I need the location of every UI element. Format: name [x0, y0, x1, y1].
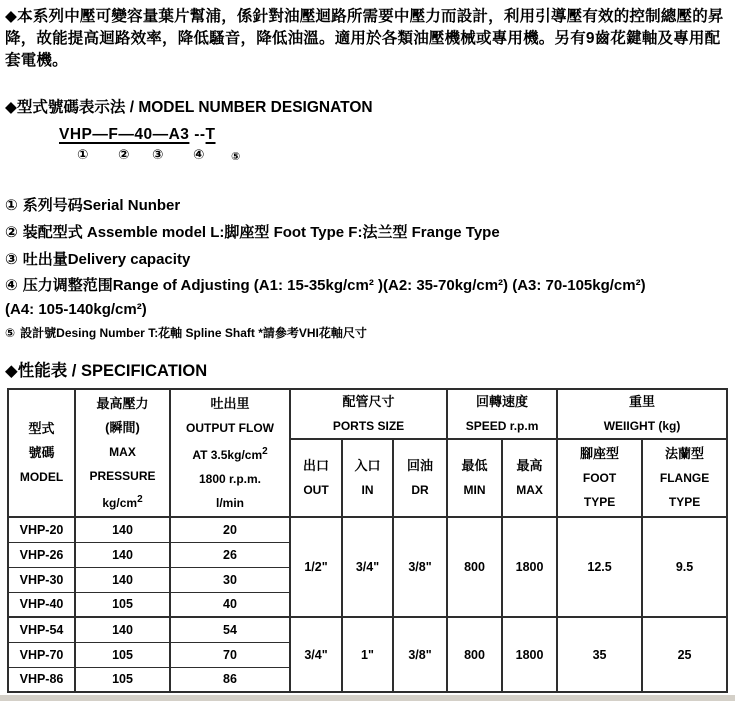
- header-min: [447, 439, 502, 517]
- note-text: 装配型式 Assemble model L:脚座型 Foot Type F:法兰型 Frange Type: [22, 224, 500, 241]
- notes-list: [5, 192, 731, 345]
- cell-flow: 26: [170, 542, 290, 567]
- note-text: 系列号码Serial Nunber: [22, 197, 181, 214]
- note-marker: ②: [5, 224, 18, 241]
- specification-table: [7, 388, 728, 693]
- header-output-flow: [170, 389, 290, 517]
- cell-group2-in: 1": [342, 617, 393, 692]
- flow-at-sup: 2: [262, 445, 268, 457]
- header-pressure-unit: [76, 488, 169, 515]
- cell-group2-dr: 3/8": [393, 617, 447, 692]
- cell-group1-max: 1800: [502, 517, 557, 617]
- header-max-pressure: [75, 389, 170, 517]
- header-ports-zh: 配管尺寸: [342, 394, 395, 409]
- note-marker: ⑤: [5, 326, 16, 340]
- cell-flow: 86: [170, 667, 290, 692]
- model-code-line: [59, 125, 731, 145]
- cell-model: VHP-54: [8, 617, 75, 642]
- header-max: [502, 439, 557, 517]
- cell-flow: 70: [170, 642, 290, 667]
- cell-pressure: 140: [75, 542, 170, 567]
- cell-flow: 30: [170, 567, 290, 592]
- header-weight: [557, 389, 727, 439]
- note-marker: ①: [5, 197, 18, 214]
- cell-pressure: 140: [75, 617, 170, 642]
- header-in: [342, 439, 393, 517]
- cell-model: VHP-26: [8, 542, 75, 567]
- note-serial-number: [5, 192, 731, 219]
- header-in-zh: 入口: [354, 458, 381, 473]
- header-speed: [447, 389, 557, 439]
- header-foot-zh: 腳座型: [580, 446, 620, 461]
- model-code-main: VHP—F—40—A3: [59, 126, 190, 143]
- cell-model: VHP-86: [8, 667, 75, 692]
- header-weight-en: WEIIGHT (kg): [603, 419, 681, 433]
- cell-pressure: 140: [75, 517, 170, 542]
- note-adjusting-range-continued: [5, 299, 731, 321]
- circled-number-5: ⑤: [231, 151, 241, 163]
- page-bottom-strip: [0, 695, 735, 701]
- cell-group1-min: 800: [447, 517, 502, 617]
- note-text: 設計號Desing Number T:花軸 Spline Shaft *請參考VHI花軸尺寸: [20, 326, 367, 340]
- note-design-number: [5, 321, 731, 345]
- cell-group2-max: 1800: [502, 617, 557, 692]
- circled-number-4: ④: [193, 147, 205, 162]
- cell-group1-dr: 3/8": [393, 517, 447, 617]
- header-out: [290, 439, 342, 517]
- note-marker: ④: [5, 277, 18, 294]
- model-designation-heading: ◆型式號碼表示法 / MODEL NUMBER DESIGNATON: [5, 99, 373, 116]
- flow-at-text: AT 3.5kg/cm: [192, 447, 263, 462]
- cell-model: VHP-20: [8, 517, 75, 542]
- cell-model: VHP-30: [8, 567, 75, 592]
- header-pressure-en2: PRESSURE: [89, 468, 156, 483]
- header-ports-en: PORTS SIZE: [332, 419, 405, 433]
- cell-group1-in: 3/4": [342, 517, 393, 617]
- header-flow-unit: l/min: [215, 495, 244, 510]
- header-flow-zh: 吐出里: [210, 395, 250, 411]
- header-model-en: MODEL: [19, 470, 64, 484]
- circled-number-1: ①: [77, 147, 89, 162]
- table-row-vhp-54: [8, 617, 727, 642]
- header-dr: [393, 439, 447, 517]
- header-max-en: MAX: [516, 483, 543, 497]
- header-dr-en: DR: [411, 483, 429, 497]
- header-flange-type: [642, 439, 727, 517]
- cell-model: VHP-40: [8, 592, 75, 617]
- cell-flow: 20: [170, 517, 290, 542]
- circled-number-2: ②: [118, 147, 130, 162]
- cell-group1-flange: 9.5: [642, 517, 727, 617]
- header-foot-en2: TYPE: [583, 495, 616, 509]
- cell-group2-out: 3/4": [290, 617, 342, 692]
- header-min-zh: 最低: [461, 458, 488, 473]
- intro-paragraph: ◆本系列中壓可變容量葉片幫浦，係針對油壓迴路所需要中壓力而設計，利用引導壓有效的控制總壓的昇降，故能提高迴路效率，降低騷音，降低油溫。適用於各類油壓機械或專用機。另有9齒花鍵軸及專用配套電機。: [5, 8, 724, 69]
- cell-group1-foot: 12.5: [557, 517, 642, 617]
- cell-model: VHP-70: [8, 642, 75, 667]
- note-text: 吐出量Delivery capacity: [22, 251, 191, 268]
- header-flow-rpm: 1800 r.p.m.: [198, 471, 262, 486]
- model-code-suffix: T: [205, 126, 216, 143]
- header-max-zh: 最高: [516, 458, 543, 473]
- header-flow-en: OUTPUT FLOW: [186, 420, 274, 435]
- note-assemble-model: [5, 219, 731, 246]
- note-text: (A4: 105-140kg/cm²): [5, 301, 147, 318]
- table-row-vhp-20: [8, 517, 727, 542]
- header-speed-en: SPEED r.p.m: [465, 419, 539, 433]
- cell-flow: 40: [170, 592, 290, 617]
- spec-header-group-row: [8, 389, 727, 439]
- cell-pressure: 105: [75, 667, 170, 692]
- header-foot-en1: FOOT: [582, 471, 617, 485]
- cell-pressure: 105: [75, 592, 170, 617]
- cell-pressure: 140: [75, 567, 170, 592]
- header-speed-zh: 回轉速度: [476, 394, 529, 409]
- cell-group2-flange: 25: [642, 617, 727, 692]
- pressure-unit-text: kg/cm: [102, 495, 138, 510]
- model-code-markers: [5, 147, 731, 165]
- note-text: 压力调整范围Range of Adjusting (A1: 15-35kg/cm² )(A2: 35-70kg/cm²) (A3: 70-105kg/cm²): [22, 277, 646, 294]
- cell-flow: 54: [170, 617, 290, 642]
- header-flange-en2: TYPE: [668, 495, 701, 509]
- cell-group2-min: 800: [447, 617, 502, 692]
- circled-number-3: ③: [152, 147, 164, 162]
- specification-heading: ◆性能表 / SPECIFICATION: [5, 362, 208, 380]
- header-flange-zh: 法蘭型: [665, 446, 705, 461]
- header-pressure-zh2: (瞬間): [105, 419, 140, 435]
- header-ports-size: [290, 389, 447, 439]
- note-delivery-capacity: [5, 246, 731, 273]
- header-min-en: MIN: [463, 483, 486, 497]
- model-code-separator: --: [189, 126, 206, 143]
- header-model: [8, 389, 75, 517]
- header-model-zh1: 型式: [28, 421, 55, 436]
- header-weight-zh: 重里: [629, 394, 656, 409]
- header-dr-zh: 回油: [407, 458, 434, 473]
- header-in-en: IN: [361, 483, 374, 497]
- header-foot-type: [557, 439, 642, 517]
- header-out-en: OUT: [303, 483, 329, 497]
- pressure-unit-sup: 2: [137, 493, 143, 505]
- note-marker: ③: [5, 251, 18, 268]
- cell-group1-out: 1/2": [290, 517, 342, 617]
- header-model-zh2: 號碼: [28, 445, 55, 460]
- header-flange-en1: FLANGE: [659, 471, 710, 485]
- header-pressure-zh1: 最高壓力: [96, 395, 149, 411]
- cell-pressure: 105: [75, 642, 170, 667]
- header-out-zh: 出口: [302, 458, 329, 473]
- cell-group2-foot: 35: [557, 617, 642, 692]
- header-pressure-en1: MAX: [109, 444, 136, 459]
- note-adjusting-range: [5, 273, 731, 299]
- header-flow-at: [171, 440, 289, 467]
